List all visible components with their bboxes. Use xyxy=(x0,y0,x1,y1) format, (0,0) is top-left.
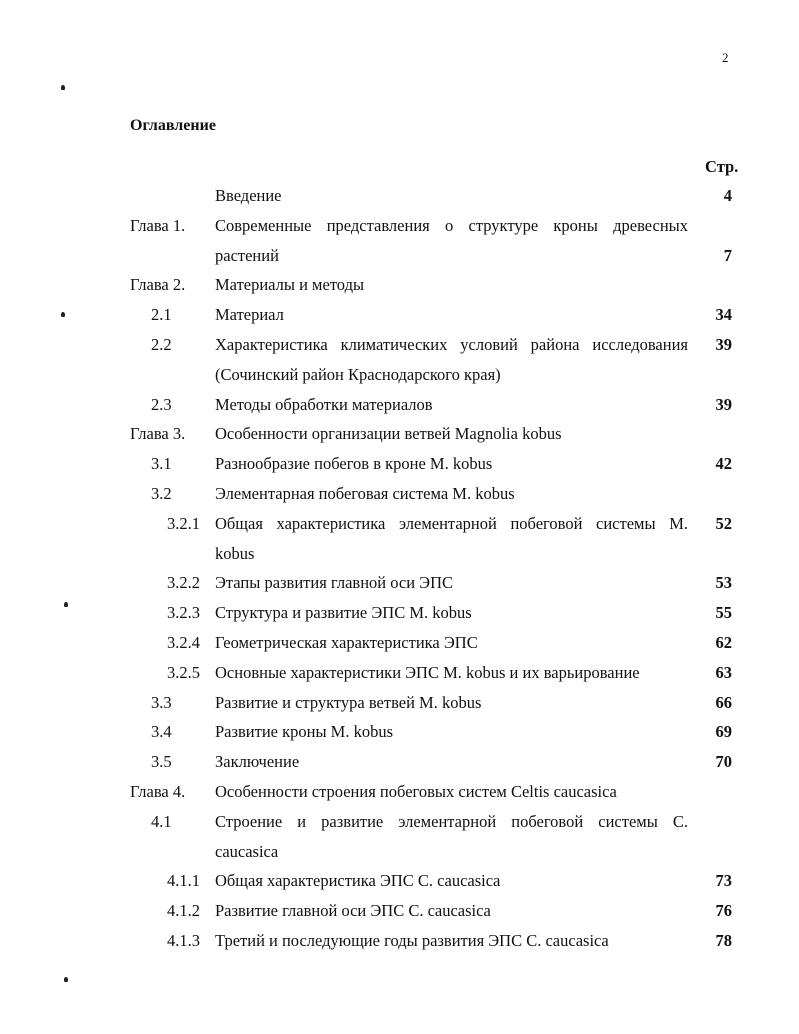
toc-entry xyxy=(0,330,799,360)
toc-entry-number: 3.1 xyxy=(151,454,172,474)
toc-entry-title: Общая характеристика ЭПС C. caucasica xyxy=(215,871,501,891)
toc-entry-number: 3.3 xyxy=(151,692,172,712)
table-of-contents xyxy=(0,181,799,956)
toc-entry-page: 4 xyxy=(723,186,732,205)
toc-entry xyxy=(0,658,799,688)
toc-entry-page: 70 xyxy=(715,752,732,772)
toc-entry-title: Структура и развитие ЭПС M. kobus xyxy=(215,603,472,623)
toc-entry-title: (Сочинский район Краснодарского края) xyxy=(215,364,501,384)
toc-entry xyxy=(0,568,799,598)
toc-entry-title: Основные характеристики ЭПС M. kobus и их варьирование xyxy=(215,662,640,682)
toc-entry-page: 66 xyxy=(715,692,732,712)
toc-entry-number: 4.1 xyxy=(151,811,172,831)
toc-entry-number: 4.1.3 xyxy=(167,930,200,950)
toc-entry-number: 4.1.1 xyxy=(167,871,200,891)
toc-entry-page: 53 xyxy=(715,573,732,593)
toc-entry-page: 42 xyxy=(715,454,732,474)
toc-entry-title: Материалы и методы xyxy=(215,275,365,295)
page-number: 2 xyxy=(722,50,729,65)
toc-entry-continuation xyxy=(0,539,799,569)
toc-entry-title: Элементарная побеговая система M. kobus xyxy=(215,483,515,503)
toc-entry-page: 39 xyxy=(715,334,732,354)
toc-entry-title: Разнообразие побегов в кроне M. kobus xyxy=(215,454,493,474)
toc-heading: Оглавление xyxy=(130,117,216,134)
toc-entry xyxy=(0,747,799,777)
toc-entry xyxy=(0,300,799,330)
toc-entry-title: Общая характеристика элементарной побеговой системы M. xyxy=(215,513,688,533)
toc-entry-continuation xyxy=(0,360,799,390)
toc-entry xyxy=(0,896,799,926)
toc-entry xyxy=(0,717,799,747)
toc-entry-page: 76 xyxy=(715,901,732,921)
toc-entry xyxy=(0,479,799,509)
toc-entry-page: 7 xyxy=(723,245,732,265)
toc-entry-title: Материал xyxy=(215,305,284,325)
toc-entry-title: Введение xyxy=(215,186,282,205)
toc-entry-number: 3.2.4 xyxy=(167,632,200,652)
toc-entry xyxy=(0,598,799,628)
toc-entry xyxy=(0,449,799,479)
toc-entry-title: kobus xyxy=(215,543,255,563)
toc-entry-title: растений xyxy=(215,245,279,265)
toc-entry xyxy=(0,181,799,211)
toc-entry-continuation xyxy=(0,241,799,271)
toc-entry-title: Этапы развития главной оси ЭПС xyxy=(215,573,453,593)
toc-entry-number: Глава 4. xyxy=(130,781,186,801)
toc-entry-title: Геометрическая характеристика ЭПС xyxy=(215,632,478,652)
toc-entry-number: Глава 1. xyxy=(130,215,186,235)
scan-speck xyxy=(61,312,65,317)
toc-entry-number: 4.1.2 xyxy=(167,901,200,921)
toc-entry xyxy=(0,509,799,539)
toc-entry-title: Заключение xyxy=(215,752,300,772)
toc-entry-number: 3.2.1 xyxy=(167,513,200,533)
toc-entry-continuation xyxy=(0,837,799,867)
toc-entry xyxy=(0,866,799,896)
toc-entry-number: 3.2.2 xyxy=(167,573,200,593)
toc-entry-title: Развитие и структура ветвей M. kobus xyxy=(215,692,482,712)
toc-entry-number: Глава 3. xyxy=(130,424,186,444)
scan-speck xyxy=(64,977,68,982)
toc-entry-title: Современные представления о структуре кроны древесных xyxy=(215,215,688,235)
toc-entry-title: caucasica xyxy=(215,841,279,861)
toc-entry-title: Характеристика климатических условий района исследования xyxy=(215,334,688,354)
toc-entry-number: 2.1 xyxy=(151,305,172,325)
toc-entry-title: Развитие кроны M. kobus xyxy=(215,722,394,742)
toc-entry-number: 3.2.5 xyxy=(167,662,200,682)
toc-entry-page: 63 xyxy=(715,662,732,682)
page-column-label: Стр. xyxy=(705,157,739,176)
toc-entry-number: 3.5 xyxy=(151,752,172,772)
toc-entry-title: Особенности строения побеговых систем Celtis caucasica xyxy=(215,781,617,801)
toc-entry-title: Методы обработки материалов xyxy=(215,394,433,414)
toc-entry-title: Строение и развитие элементарной побеговой системы C. xyxy=(215,811,688,831)
toc-entry xyxy=(0,777,799,807)
toc-entry xyxy=(0,390,799,420)
toc-entry-title: Особенности организации ветвей Magnolia kobus xyxy=(215,424,562,444)
toc-entry-page: 78 xyxy=(715,930,732,950)
toc-entry-number: 3.2 xyxy=(151,483,172,503)
toc-entry-page: 55 xyxy=(715,603,732,623)
toc-entry-page: 39 xyxy=(715,394,732,414)
toc-entry xyxy=(0,211,799,241)
toc-entry-page: 73 xyxy=(715,871,732,891)
toc-entry-title: Развитие главной оси ЭПС C. caucasica xyxy=(215,901,491,921)
toc-entry xyxy=(0,688,799,718)
toc-entry-number: 2.3 xyxy=(151,394,172,414)
toc-entry xyxy=(0,419,799,449)
scan-speck xyxy=(64,602,68,607)
toc-entry-page: 62 xyxy=(715,632,732,652)
toc-entry-number: 3.4 xyxy=(151,722,172,742)
toc-entry-number: 3.2.3 xyxy=(167,603,200,623)
toc-entry-title: Третий и последующие годы развития ЭПС C. caucasica xyxy=(215,930,609,950)
toc-entry-page: 52 xyxy=(715,513,732,533)
toc-entry xyxy=(0,807,799,837)
toc-entry-page: 34 xyxy=(715,305,732,325)
toc-entry-number: Глава 2. xyxy=(130,275,186,295)
toc-entry xyxy=(0,270,799,300)
scan-speck xyxy=(61,85,65,90)
toc-entry xyxy=(0,926,799,956)
toc-entry-page: 69 xyxy=(715,722,732,742)
toc-entry-number: 2.2 xyxy=(151,334,172,354)
toc-entry xyxy=(0,628,799,658)
